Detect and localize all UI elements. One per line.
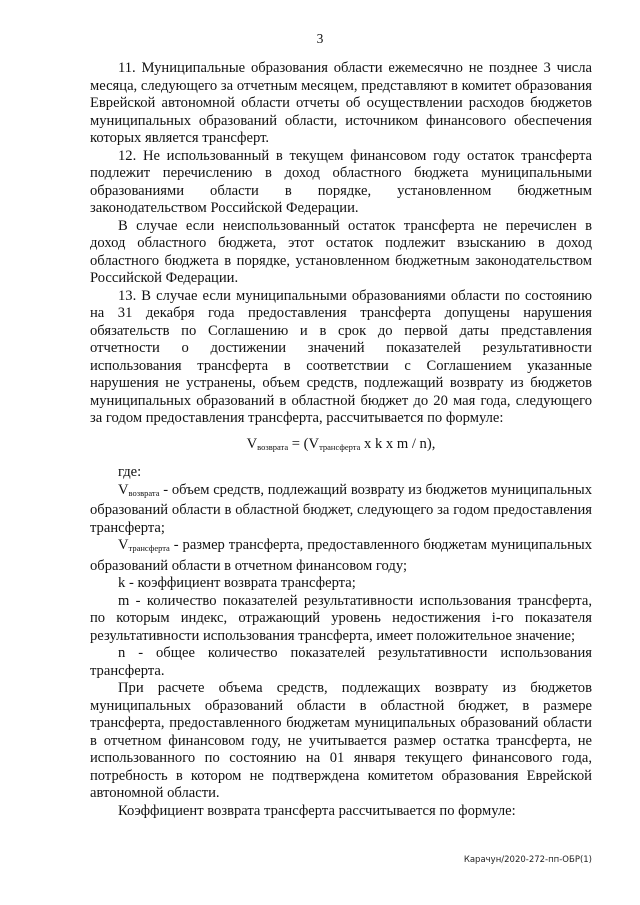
definition-v-return bbox=[90, 482, 592, 538]
formula-v-subscript: возврата bbox=[257, 441, 289, 452]
def-v-text: - объем средств, подлежащий возврату из бюджетов муниципальных образований области в областной бюджет, следующего за годом предоставления трансферта; bbox=[90, 481, 592, 536]
def-v-letter: V bbox=[118, 481, 129, 498]
where-label: где: bbox=[118, 464, 142, 480]
def-vt-letter: V bbox=[118, 537, 129, 553]
formula-transfer-subscript: трансферта bbox=[319, 441, 361, 452]
paragraph-13: 13. В случае если муниципальными образованиями области по состоянию на 31 декабря года предоставления трансферта допущены нарушения обязательств по Соглашению и в срок до первой даты представления отчетности о достижении значений показателей результативности использования трансферта в соответствии с Соглашением указанные нарушения не устранены, объем средств, подлежащий возврату из бюджетов муниципальных образований в областной бюджет до 20 мая года, следующего за годом предоставления трансферта, рассчитывается по формуле: bbox=[90, 287, 592, 426]
paragraph-12: 12. Не использованный в текущем финансовом году остаток трансферта подлежит перечислению в доход областного бюджета муниципальными образованиями области в порядке, установленном бюджетным законодательством Российской Федерации. bbox=[90, 147, 592, 216]
definition-k: k - коэффициент возврата трансферта; bbox=[118, 575, 356, 591]
definition-m: m - количество показателей результативности использования трансферта, по которым индекс, отражающий уровень недостижения i-го показателя результативности использования трансферта, имеет положительное значение; bbox=[90, 592, 592, 644]
document-body bbox=[90, 60, 592, 820]
def-v-subscript: возврата bbox=[128, 487, 160, 498]
paragraph-coefficient: Коэффициент возврата трансферта рассчитывается по формуле: bbox=[118, 802, 516, 819]
formula-v-letter: V bbox=[246, 435, 258, 452]
definition-v-transfer bbox=[90, 537, 592, 575]
formula-tail: x k x m / n), bbox=[360, 435, 436, 452]
def-vt-text: - размер трансферта, предоставленного бюджетам муниципальных образований области в отчетном финансовом году; bbox=[90, 537, 592, 574]
footer-document-code: Карачун/2020-272-пп-ОБР(1) bbox=[463, 855, 592, 865]
return-formula bbox=[90, 436, 592, 457]
page-number: 3 bbox=[316, 31, 324, 46]
formula-equals-open: = (V bbox=[288, 435, 320, 452]
definition-n: n - общее количество показателей результативности использования трансферта. bbox=[90, 645, 592, 679]
paragraph-calculation: При расчете объема средств, подлежащих возврату из бюджетов муниципальных образований области в областной бюджет, в размере трансферта, предоставленного бюджетам муниципальных образований области в отчетном финансовом году, не учитывается размер остатка трансферта, не использованного по состоянию на 01 января текущего финансового года, потребность в котором не подтверждена комитетом образования Еврейской автономной области. bbox=[90, 680, 592, 801]
paragraph-11: 11. Муниципальные образования области ежемесячно не позднее 3 числа месяца, следующего за отчетным месяцем, представляют в комитет образования Еврейской автономной области отчеты об осуществлении расходов бюджетов муниципальных образований области, источником финансового обеспечения которых является трансферт. bbox=[90, 60, 592, 146]
paragraph-12-continued: В случае если неиспользованный остаток трансферта не перечислен в доход областного бюджета, этот остаток подлежит взысканию в доход областного бюджета в порядке, установленном бюджетным законодательством Российской Федерации. bbox=[90, 217, 592, 286]
def-vt-subscript: трансферта bbox=[128, 543, 170, 553]
